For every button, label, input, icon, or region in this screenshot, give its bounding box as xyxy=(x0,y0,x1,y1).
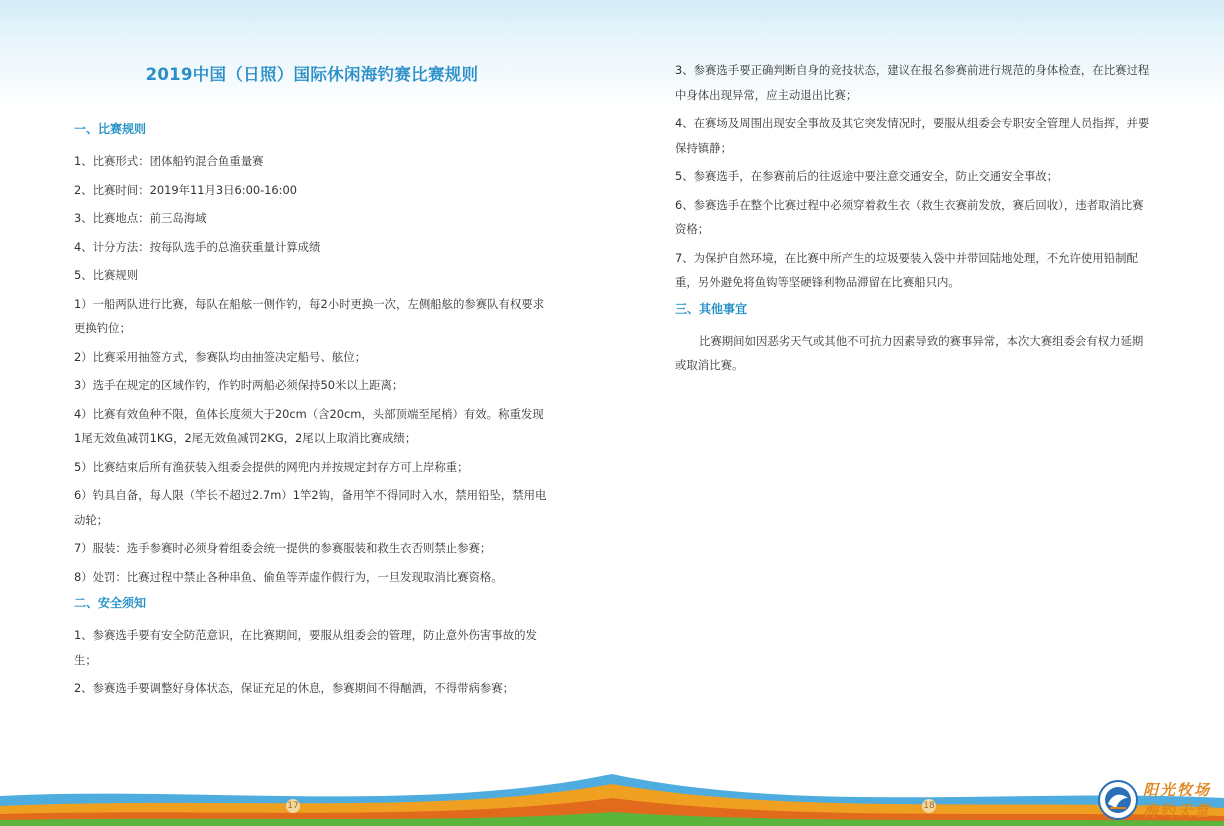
rule-subitem: 1）一船两队进行比赛，每队在船舷一侧作钓，每2小时更换一次，左侧船舷的参赛队有权要求更换钓位； xyxy=(74,296,545,335)
rule-item: 2、比赛时间：2019年11月3日6:00-16:00 xyxy=(74,182,298,197)
rule-subitem: 7）服装：选手参赛时必须身着组委会统一提供的参赛服装和救生衣否则禁止参赛； xyxy=(74,541,492,555)
safety-item: 7、为保护自然环境，在比赛中所产生的垃圾要装入袋中并带回陆地处理，不允许使用铅制配重，另外避免将鱼钩等坚硬锋利物品滞留在比赛船只内。 xyxy=(675,250,1138,289)
section-heading-other: 三、其他事宜 xyxy=(675,301,748,316)
safety-item: 5、参赛选手，在参赛前后的往返途中要注意交通安全，防止交通安全事故； xyxy=(675,169,1059,183)
rule-item: 1、比赛形式：团体船钓混合鱼重量赛 xyxy=(74,154,264,168)
rule-subitem: 3）选手在规定的区域作钓，作钓时两船必须保持50米以上距离； xyxy=(74,378,404,392)
rule-subitem: 5）比赛结束后所有渔获装入组委会提供的网兜内并按规定封存方可上岸称重； xyxy=(74,459,469,474)
left-column xyxy=(74,58,550,705)
event-logo xyxy=(1098,780,1138,820)
rule-subitem: 4）比赛有效鱼种不限，鱼体长度须大于20cm（含20cm，头部顶端至尾梢）有效。称重发现1尾无效鱼减罚1KG，2尾无效鱼减罚2KG，2尾以上取消比赛成绩； xyxy=(74,406,544,445)
rule-subitem: 6）钓具自备，每人限（竿长不超过2.7m）1竿2钩，备用竿不得同时入水，禁用铅坠，禁用电动轮； xyxy=(74,488,547,527)
safety-item: 4、在赛场及周围出现安全事故及其它突发情况时，要服从组委会专职安全管理人员指挥，并要保持镇静； xyxy=(675,116,1150,155)
section-heading-safety: 二、安全须知 xyxy=(74,596,147,610)
rule-item: 5、比赛规则 xyxy=(74,268,139,282)
rule-subitem: 8）处罚：比赛过程中禁止各种串鱼、偷鱼等弄虚作假行为，一旦发现取消比赛资格。 xyxy=(74,569,503,584)
footer-wave-decoration xyxy=(0,766,1224,826)
section-heading-rules: 一、比赛规则 xyxy=(74,122,147,136)
safety-item: 6、参赛选手在整个比赛过程中必须穿着救生衣（救生衣赛前发放，赛后回收），违者取消比赛资格； xyxy=(675,197,1144,236)
safety-item: 1、参赛选手要有安全防范意识，在比赛期间，要服从组委会的管理，防止意外伤害事故的发生； xyxy=(74,628,537,667)
rule-item: 3、比赛地点：前三岛海域 xyxy=(74,211,207,225)
safety-item: 2、参赛选手要调整好身体状态，保证充足的休息，参赛期间不得酗酒，不得带病参赛； xyxy=(74,681,515,695)
safety-item: 3、参赛选手要正确判断自身的竞技状态，建议在报名参赛前进行规范的身体检查，在比赛过程中身体出现异常，应主动退出比赛； xyxy=(675,63,1150,102)
page-number-right: 18 xyxy=(923,801,935,811)
slogan-line-2: 海钓天堂 xyxy=(1143,802,1212,820)
rule-subitem: 2）比赛采用抽签方式，参赛队均由抽签决定船号、舷位； xyxy=(74,349,367,364)
rule-item: 4、计分方法：按每队选手的总渔获重量计算成绩 xyxy=(74,239,321,254)
right-column xyxy=(675,58,1153,382)
page-title: 2019中国（日照）国际休闲海钓赛比赛规则 xyxy=(145,65,479,84)
page-number-left: 17 xyxy=(287,801,299,811)
slogan-line-1: 阳光牧场 xyxy=(1143,781,1212,799)
other-item: 比赛期间如因恶劣天气或其他不可抗力因素导致的赛事异常，本次大赛组委会有权力延期或取消比赛。 xyxy=(675,333,1144,372)
